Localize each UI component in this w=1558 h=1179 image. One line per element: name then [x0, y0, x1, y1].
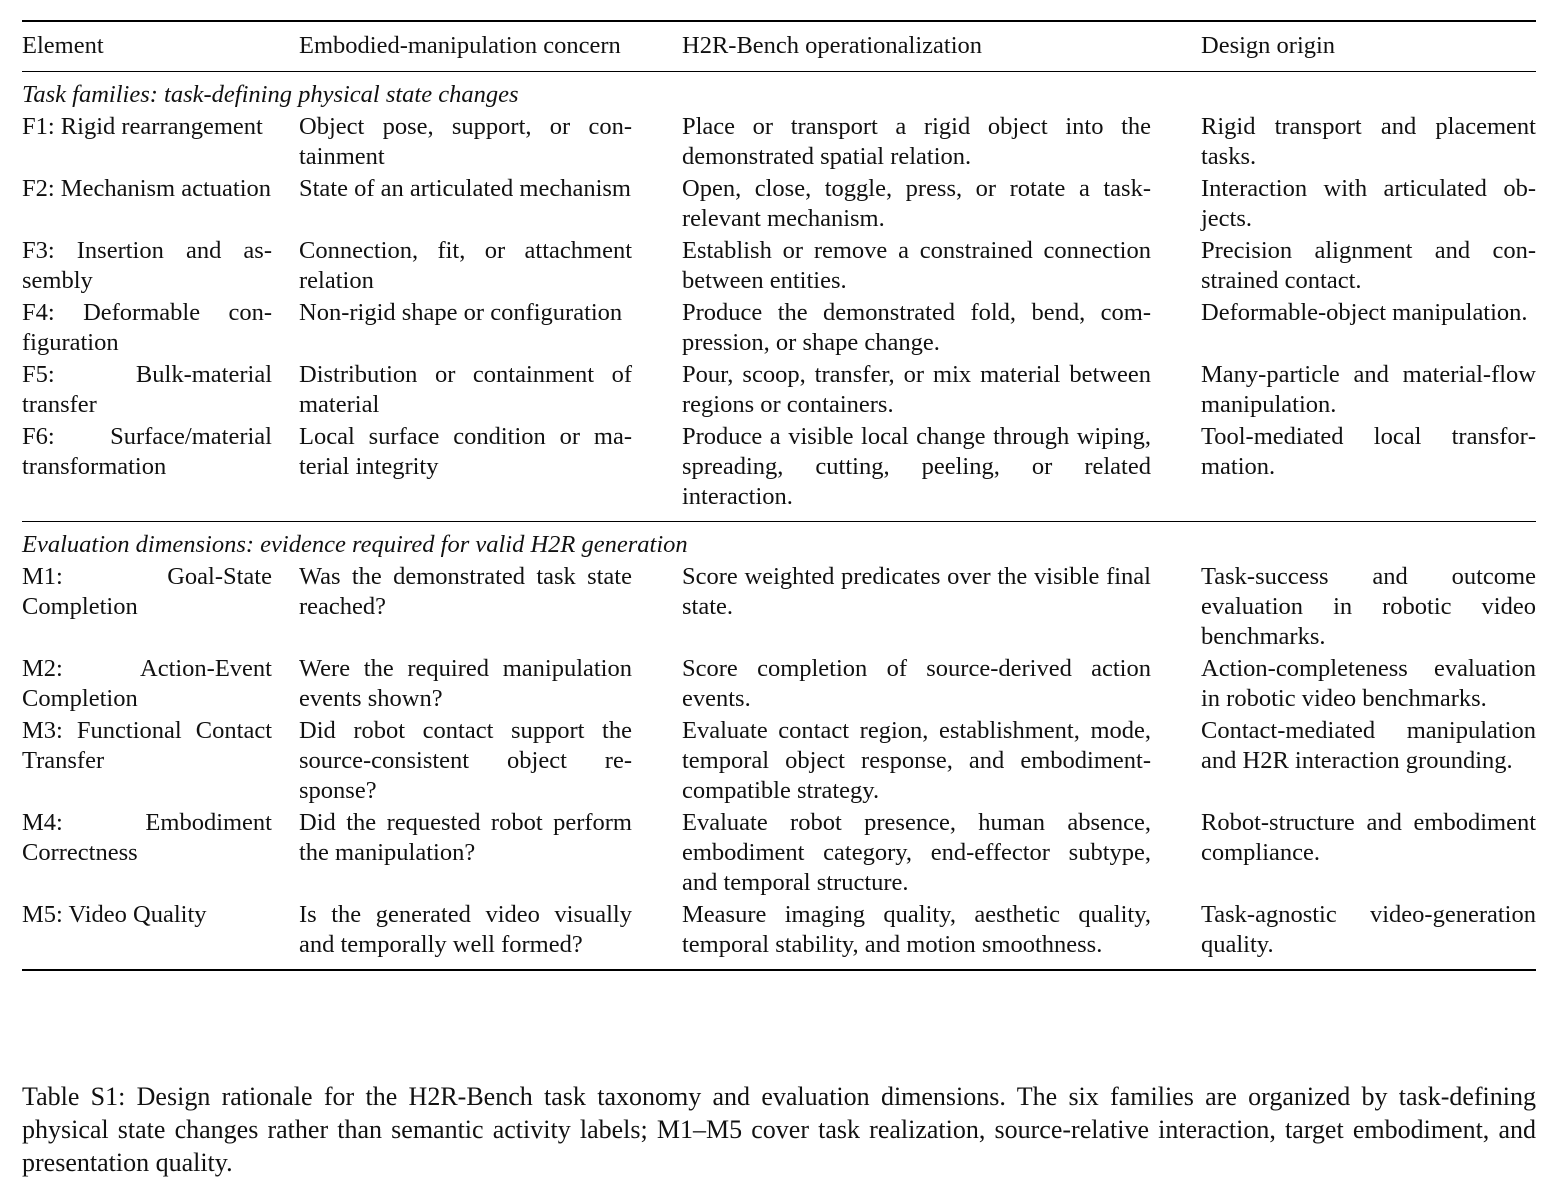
row-element: F6: Surface/material transformation	[22, 423, 272, 480]
row-element: F4: Deformable configuration	[22, 299, 272, 356]
row-operationalization: Score weighted predicates over the visible final state.	[682, 563, 1151, 620]
row-concern: State of an articulated mechanism	[299, 175, 631, 202]
header-element: Element	[22, 32, 104, 59]
row-operationalization: Produce a visible local change through wiping, spreading, cutting, peeling, or related interaction.	[682, 423, 1151, 510]
design-rationale-table	[22, 20, 1536, 971]
row-origin: Precision alignment and constrained contact.	[1201, 237, 1536, 294]
row-concern: Local surface condition or material integrity	[299, 423, 632, 480]
evaluation-dimensions-section	[22, 522, 1536, 971]
row-origin: Contact-mediated manipulation and H2R interaction grounding.	[1201, 717, 1536, 774]
table-row	[22, 174, 1536, 236]
table-header-row	[22, 21, 1536, 72]
table-caption: Table S1: Design rationale for the H2R-Bench task taxonomy and evaluation dimensions. The six families are organized by task-defining physical state changes rather than semantic activity labels; M1–M5 cover task realization, source-relative interaction, target embodiment, and presentation quality.	[22, 1082, 1536, 1177]
row-origin: Robot-structure and embodiment compliance.	[1201, 809, 1536, 866]
row-element: F3: Insertion and assembly	[22, 237, 272, 294]
row-origin: Action-completeness evaluation in robotic video benchmarks.	[1201, 655, 1536, 712]
row-element: F1: Rigid rearrangement	[22, 113, 263, 140]
row-element: F2: Mechanism actuation	[22, 175, 272, 202]
row-origin: Task-agnostic video-generation quality.	[1201, 901, 1536, 958]
table-row	[22, 808, 1536, 900]
task-families-section	[22, 72, 1536, 522]
table-row	[22, 716, 1536, 808]
row-origin: Rigid transport and placement tasks.	[1201, 113, 1536, 170]
row-element: M4: Embodiment Correctness	[22, 809, 272, 866]
row-concern: Distribution or containment of material	[299, 361, 632, 418]
section-heading-row	[22, 72, 1536, 113]
row-origin: Interaction with articulated objects.	[1201, 175, 1536, 232]
row-concern: Was the demonstrated task state reached?	[299, 563, 632, 620]
row-origin: Many-particle and material-flow manipulation.	[1201, 361, 1536, 418]
row-element: M1: Goal-State Completion	[22, 563, 272, 620]
row-element: M3: Functional Contact Transfer	[22, 717, 272, 774]
table-row	[22, 112, 1536, 174]
table-row	[22, 562, 1536, 654]
row-operationalization: Measure imaging quality, aesthetic quality, temporal stability, and motion smoothness.	[682, 901, 1151, 958]
row-concern: Did robot contact support the source-consistent object response?	[299, 717, 632, 804]
table-row	[22, 654, 1536, 716]
row-concern: Is the generated video visually and temporally well formed?	[299, 901, 632, 958]
row-operationalization: Pour, scoop, transfer, or mix material between regions or containers.	[682, 361, 1151, 418]
table-row	[22, 360, 1536, 422]
table-row	[22, 900, 1536, 970]
row-element: M2: Action-Event Completion	[22, 655, 272, 712]
row-concern: Object pose, support, or containment	[299, 113, 632, 170]
evaluation-dimensions-title: Evaluation dimensions: evidence required for valid H2R generation	[22, 531, 688, 558]
row-operationalization: Establish or remove a constrained connection between entities.	[682, 237, 1151, 294]
section-heading-row	[22, 522, 1536, 563]
header-origin: Design origin	[1201, 32, 1336, 59]
header-operationalization: H2R-Bench operationalization	[682, 32, 983, 59]
row-origin: Deformable-object manipulation.	[1201, 299, 1528, 326]
table-row	[22, 298, 1536, 360]
row-element: M5: Video Quality	[22, 901, 207, 928]
row-operationalization: Evaluate robot presence, human absence, embodiment category, end-effector subtype, and temporal structure.	[682, 809, 1151, 896]
row-concern: Were the required manipulation events shown?	[299, 655, 632, 712]
row-operationalization: Produce the demonstrated fold, bend, compression, or shape change.	[682, 299, 1151, 356]
row-concern: Non-rigid shape or configuration	[299, 299, 623, 326]
row-concern: Connection, fit, or attachment relation	[299, 237, 632, 294]
row-operationalization: Open, close, toggle, press, or rotate a task-relevant mechanism.	[682, 175, 1151, 232]
table-row	[22, 236, 1536, 298]
table-row	[22, 422, 1536, 522]
row-element: F5: Bulk-material transfer	[22, 361, 272, 418]
row-operationalization: Place or transport a rigid object into the demonstrated spatial relation.	[682, 113, 1151, 170]
task-families-title: Task families: task-defining physical state changes	[22, 81, 519, 108]
row-operationalization: Score completion of source-derived action events.	[682, 655, 1151, 712]
header-concern: Embodied-manipulation concern	[299, 32, 621, 59]
row-origin: Task-success and outcome evaluation in robotic video benchmarks.	[1201, 563, 1536, 650]
row-origin: Tool-mediated local transformation.	[1201, 423, 1536, 480]
row-operationalization: Evaluate contact region, establishment, mode, temporal object response, and embodiment-compatible strategy.	[682, 717, 1151, 804]
row-concern: Did the requested robot perform the manipulation?	[299, 809, 632, 866]
